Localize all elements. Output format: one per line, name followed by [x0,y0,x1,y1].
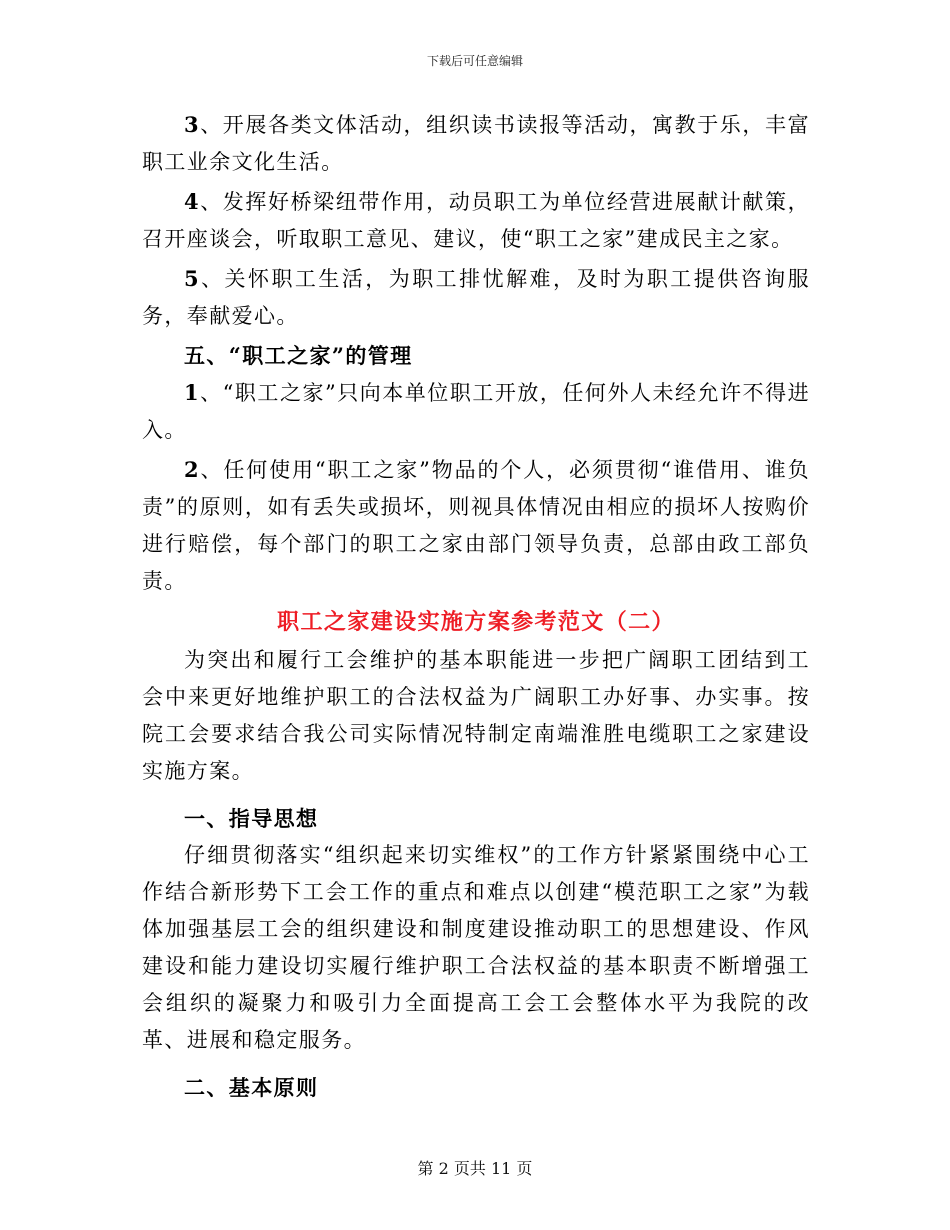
document-title: 职工之家建设实施方案参考范文（二） [277,609,675,635]
item-number: 5 [184,266,201,291]
section-heading-guiding-ideology: 一、指导思想 [184,806,319,831]
guiding-ideology-paragraph: 仔细贯彻落实“组织起来切实维权”的工作方针紧紧围绕中心工作结合新形势下工会工作的重点和难点以创建“模范职工之家”为载体加强基层工会的组织建设和制度建设推动职工的思想建设、作风建设和能力建设切实履行维护职工合法权益的基本职责不断增强工会组织的凝聚力和吸引力全面提高工会工会整体水平为我院的改革、进展和稳定服务。 [142,843,810,1052]
item-number: 4 [184,189,201,214]
page-header-note: 下载后可任意编辑 [426,54,523,68]
section-heading-management: 五、“职工之家”的管理 [184,343,413,368]
item-text: 、“职工之家”只向本单位职工开放，任何外人未经允许不得进入。 [142,381,810,442]
item-number: 2 [184,457,201,482]
item-number: 1 [184,380,201,405]
item-text: 、发挥好桥梁纽带作用，动员职工为单位经营进展献计献策，召开座谈会，听取职工意见、建议，使“职工之家”建成民主之家。 [142,190,810,251]
item-text: 、关怀职工生活，为职工排忧解难，及时为职工提供咨询服务，奉献爱心。 [142,267,810,328]
management-item-1 [142,374,810,449]
item-number: 3 [184,112,201,137]
list-item-4 [142,183,810,258]
section-heading-basic-principles: 二、基本原则 [184,1075,319,1100]
document-body [142,106,810,1106]
list-item-3 [142,106,810,181]
item-text: 、任何使用“职工之家”物品的个人，必须贯彻“谁借用、谁负责”的原则，如有丢失或损坏，则视具体情况由相应的损坏人按购价进行赔偿，每个部门的职工之家由部门领导负责，总部由政工部负责。 [142,458,810,593]
list-item-5 [142,260,810,335]
intro-paragraph: 为突出和履行工会维护的基本职能进一步把广阔职工团结到工会中来更好地维护职工的合法权益为广阔职工办好事、办实事。按院工会要求结合我公司实际情况特制定南端淮胜电缆职工之家建设实施方案。 [142,648,810,783]
item-text: 、开展各类文体活动，组织读书读报等活动，寓教于乐，丰富职工业余文化生活。 [142,113,810,174]
page-number: 第 2 页共 11 页 [417,1159,533,1178]
management-item-2 [142,451,810,600]
